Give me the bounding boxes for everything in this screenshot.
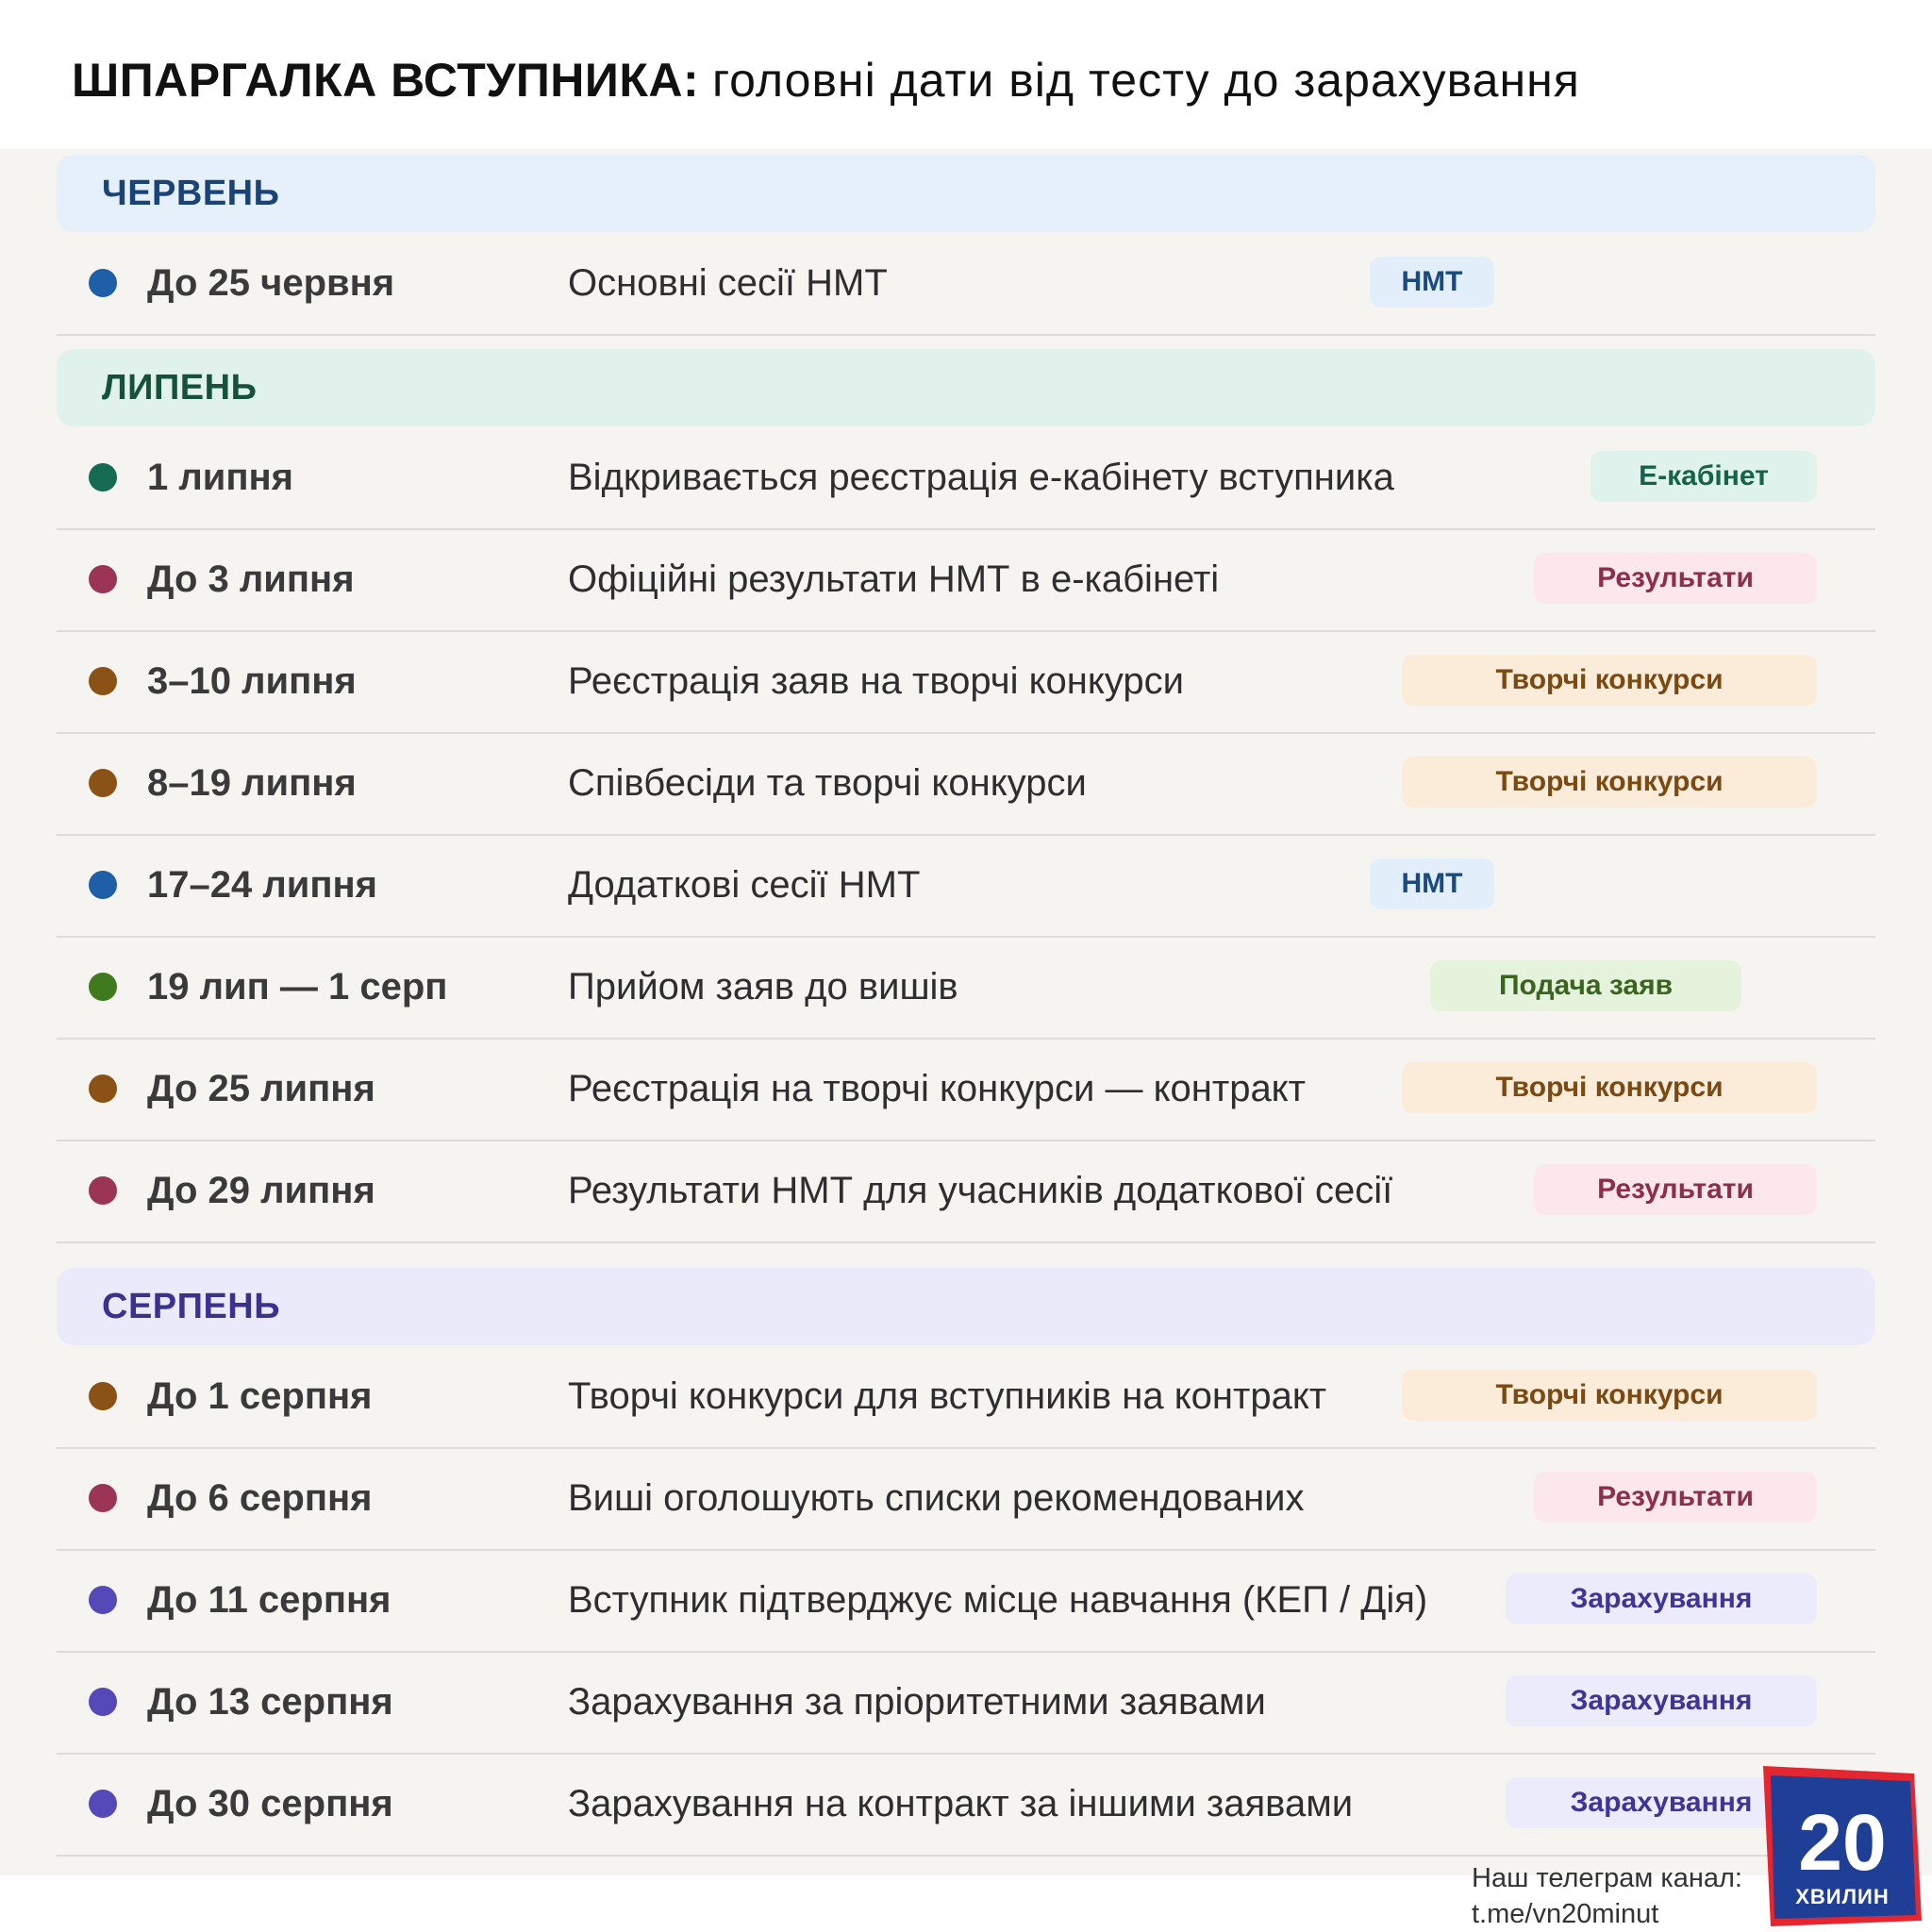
timeline-row xyxy=(57,630,1875,734)
row-description: Основні сесії НМТ xyxy=(568,262,888,304)
bullet-dot xyxy=(89,463,117,491)
bullet-dot xyxy=(89,269,117,297)
month-label: СЕРПЕНЬ xyxy=(102,1287,281,1326)
timeline-row xyxy=(57,528,1875,632)
row-description: Зарахування на контракт за іншими заявами xyxy=(568,1783,1354,1824)
category-badge: Творчі конкурси xyxy=(1402,757,1817,808)
bullet-dot xyxy=(89,1688,117,1716)
category-badge: Результати xyxy=(1534,553,1817,604)
row-description: Додаткові сесії НМТ xyxy=(568,864,921,906)
row-date: До 13 серпня xyxy=(147,1681,393,1723)
category-badge: Результати xyxy=(1534,1164,1817,1215)
row-description: Реєстрація заяв на творчі конкурси xyxy=(568,660,1184,702)
month-header-august xyxy=(57,1268,1875,1345)
bullet-dot xyxy=(89,1484,117,1512)
row-date: 8–19 липня xyxy=(147,762,357,804)
row-date: До 25 липня xyxy=(147,1068,375,1109)
title-rest: головні дати від тесту до зарахування xyxy=(712,54,1580,107)
category-badge: Творчі конкурси xyxy=(1402,655,1817,706)
bullet-dot xyxy=(89,769,117,797)
month-label: ЧЕРВЕНЬ xyxy=(102,174,280,213)
row-description: Вступник підтверджує місце навчання (КЕП / Дія) xyxy=(568,1579,1428,1621)
category-badge: Е-кабінет xyxy=(1591,451,1817,502)
category-badge: НМТ xyxy=(1370,257,1494,308)
timeline-row xyxy=(57,1447,1875,1551)
timeline-row xyxy=(57,1651,1875,1755)
row-date: До 1 серпня xyxy=(147,1375,373,1417)
bullet-dot xyxy=(89,565,117,593)
row-date: 3–10 липня xyxy=(147,660,357,702)
row-date: До 3 липня xyxy=(147,558,355,600)
row-date: До 6 серпня xyxy=(147,1477,373,1519)
bullet-dot xyxy=(89,1586,117,1614)
row-description: Офіційні результати НМТ в е-кабінеті xyxy=(568,558,1220,600)
row-description: Зарахування за пріоритетними заявами xyxy=(568,1681,1266,1723)
title-bold: ШПАРГАЛКА ВСТУПНИКА: xyxy=(72,54,700,107)
row-description: Творчі конкурси для вступників на контракт xyxy=(568,1375,1327,1417)
category-badge: Результати xyxy=(1534,1472,1817,1523)
category-badge: Подача заяв xyxy=(1430,960,1741,1011)
category-badge: Творчі конкурси xyxy=(1402,1062,1817,1113)
row-description: Результати НМТ для учасників додаткової сесії xyxy=(568,1170,1393,1211)
month-label: ЛИПЕНЬ xyxy=(102,368,258,408)
row-date: До 25 червня xyxy=(147,262,395,304)
month-header-july xyxy=(57,349,1875,426)
row-date: До 11 серпня xyxy=(147,1579,391,1621)
timeline-row xyxy=(57,1345,1875,1449)
category-badge: НМТ xyxy=(1370,858,1494,909)
month-header-june xyxy=(57,155,1875,232)
timeline-row xyxy=(57,1140,1875,1243)
category-badge: Зарахування xyxy=(1506,1777,1817,1828)
row-date: До 29 липня xyxy=(147,1170,375,1211)
row-date: До 30 серпня xyxy=(147,1783,393,1824)
telegram-link[interactable]: t.me/vn20minut xyxy=(1472,1899,1659,1929)
logo-20-hvylyn xyxy=(1759,1764,1924,1929)
bullet-dot xyxy=(89,973,117,1001)
bullet-dot xyxy=(89,667,117,695)
timeline-row xyxy=(57,732,1875,836)
row-description: Виші оголошують списки рекомендованих xyxy=(568,1477,1305,1519)
bullet-dot xyxy=(89,1382,117,1410)
timeline-row xyxy=(57,426,1875,530)
category-badge: Зарахування xyxy=(1506,1574,1817,1624)
bullet-dot xyxy=(89,871,117,899)
timeline-row xyxy=(57,936,1875,1040)
telegram-label: Наш телеграм канал: xyxy=(1472,1863,1742,1893)
category-badge: Творчі конкурси xyxy=(1402,1370,1817,1421)
row-description: Відкривається реєстрація е-кабінету вступника xyxy=(568,457,1394,498)
logo-number: 20 xyxy=(1798,1798,1887,1887)
timeline-row xyxy=(57,1038,1875,1141)
header xyxy=(0,0,1932,149)
row-description: Реєстрація на творчі конкурси — контракт xyxy=(568,1068,1306,1109)
timeline-row xyxy=(57,1549,1875,1653)
row-description: Співбесіди та творчі конкурси xyxy=(568,762,1087,804)
row-description: Прийом заяв до вишів xyxy=(568,966,958,1008)
bullet-dot xyxy=(89,1790,117,1818)
row-date: 19 лип — 1 серп xyxy=(147,966,448,1008)
row-date: 17–24 липня xyxy=(147,864,378,906)
bullet-dot xyxy=(89,1074,117,1103)
category-badge: Зарахування xyxy=(1506,1675,1817,1726)
telegram-caption xyxy=(1472,1860,1742,1932)
row-date: 1 липня xyxy=(147,457,294,498)
timeline-row xyxy=(57,1753,1875,1857)
logo-word: ХВИЛИН xyxy=(1795,1885,1890,1908)
timeline-row xyxy=(57,834,1875,938)
page-title xyxy=(72,49,1580,111)
bullet-dot xyxy=(89,1176,117,1205)
timeline-panel xyxy=(0,149,1932,1875)
timeline-row xyxy=(57,232,1875,336)
